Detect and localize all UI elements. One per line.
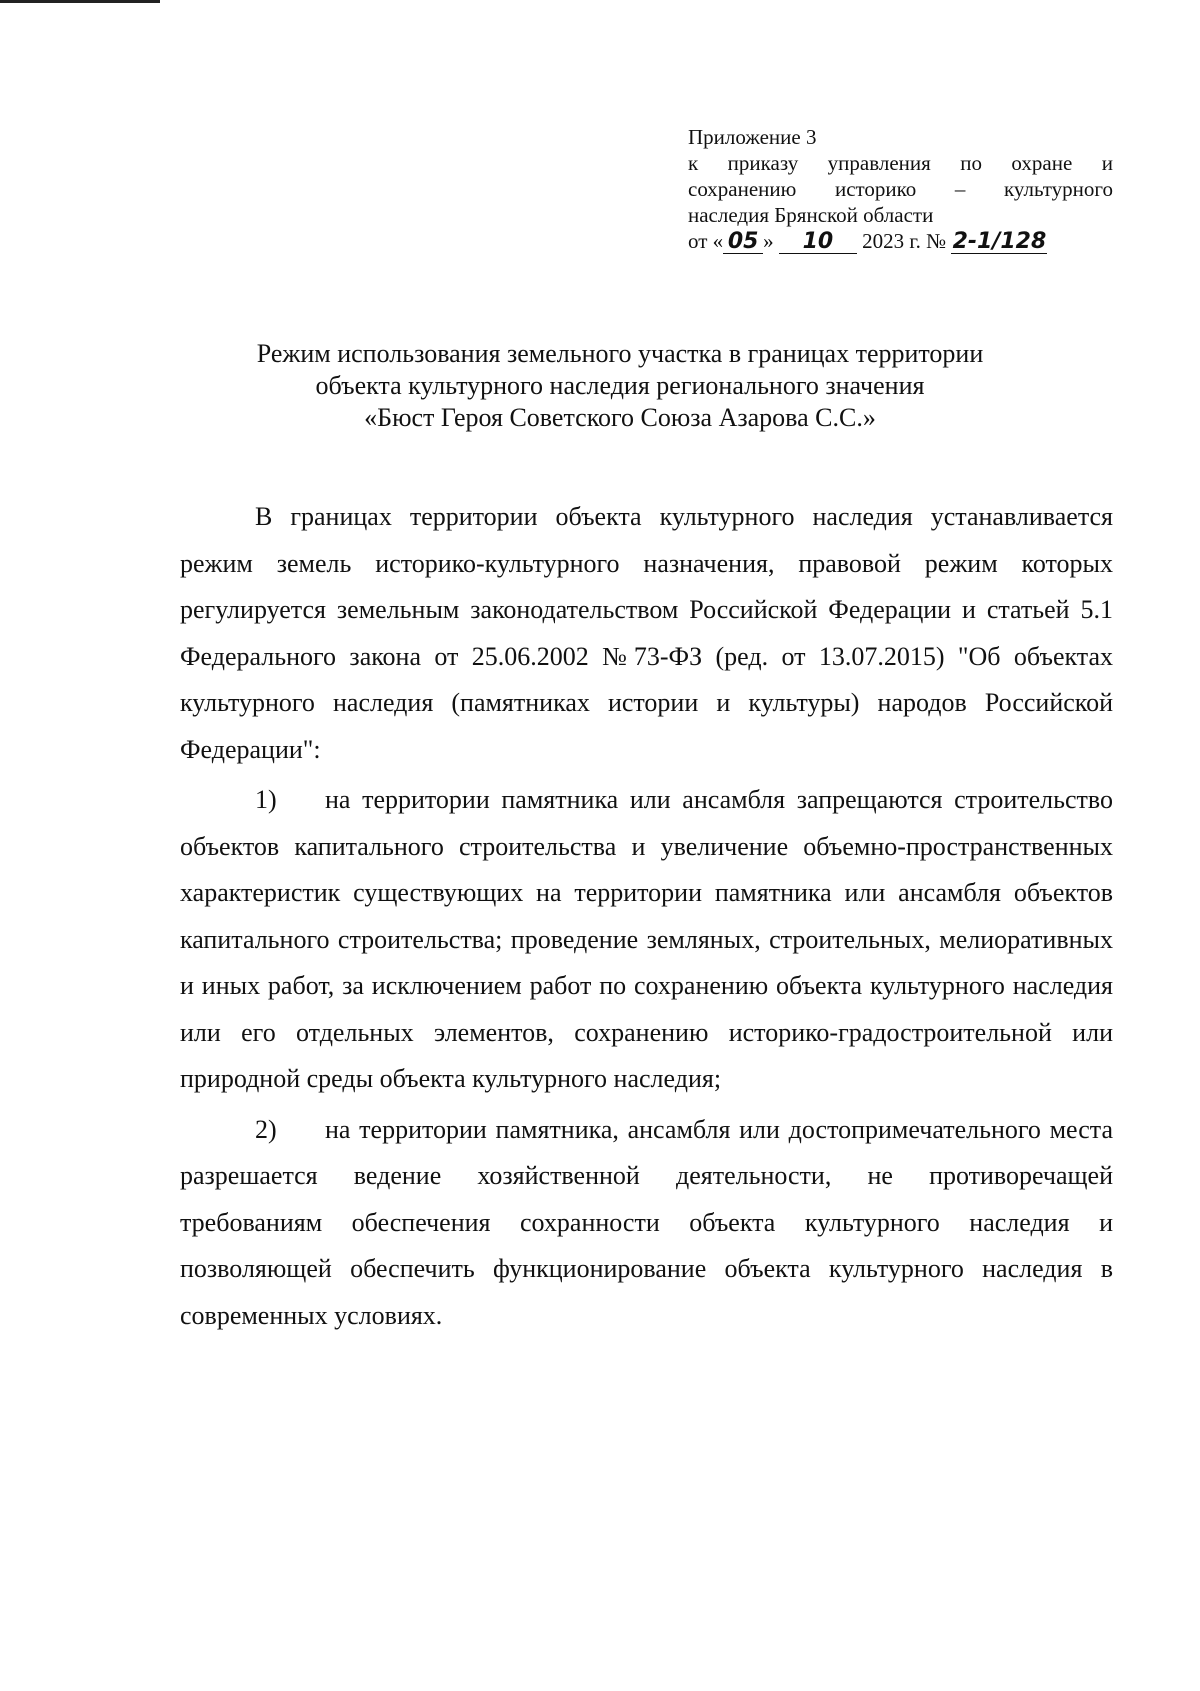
appendix-department-line: сохранению историко – культурного: [688, 177, 1113, 201]
scan-edge-mark: [0, 0, 160, 3]
appendix-title: Приложение 3: [688, 125, 817, 149]
title-line-1: Режим использования земельного участка в границах территории: [256, 339, 984, 368]
date-mid: »: [763, 229, 774, 253]
list-item-2-number: 2): [255, 1114, 277, 1144]
handwritten-day: 05: [723, 231, 763, 254]
list-item-1-text: на территории памятника или ансамбля запрещаются строительство объектов капитального строительства и увеличение объемно-пространственных характеристик существующих на территории памятника или ансамбля объектов капитального строительства; проведение земляных, строительных, мелиоративных и иных работ, за исключением работ по сохранению объекта культурного наследия или его отдельных элементов, сохранению историко-градостроительной или природной среды объекта культурного наследия;: [180, 785, 1113, 1093]
appendix-date-line: [688, 228, 1113, 254]
list-item-1-number: 1): [255, 785, 277, 814]
appendix-header: [688, 124, 1113, 254]
appendix-region-line: наследия Брянской области: [688, 203, 934, 227]
intro-paragraph: В границах территории объекта культурного наследия устанавливается режим земель историко-культурного назначения, правовой режим которых регулируется земельным законодательством Российской Федерации и статьей 5.1 Федерального закона от 25.06.2002 №73-ФЗ (ред. от 13.07.2015) "Об объектах культурного наследия (памятниках истории и культуры) народов Российской Федерации":: [180, 502, 1113, 764]
date-year: 2023 г. №: [862, 229, 947, 253]
handwritten-month: 10: [779, 231, 857, 254]
title-line-3: «Бюст Героя Советского Союза Азарова С.С.»: [364, 403, 876, 432]
date-prefix: от «: [688, 229, 724, 253]
list-item-1: [180, 777, 1113, 1103]
document-title: [180, 338, 1060, 434]
appendix-order-line: к приказу управления по охране и: [688, 151, 1113, 175]
handwritten-order-number: 2-1/128: [952, 229, 1047, 254]
document-body: [180, 494, 1113, 1343]
list-item-2: [180, 1107, 1113, 1340]
list-item-2-text: на территории памятника, ансамбля или достопримечательного места разрешается ведение хозяйственной деятельности, не противоречащей требованиям обеспечения сохранности объекта культурного наследия и позволяющей обеспечить функционирование объекта культурного наследия в современных условиях.: [180, 1114, 1113, 1330]
title-line-2: объекта культурного наследия регионального значения: [315, 371, 925, 400]
